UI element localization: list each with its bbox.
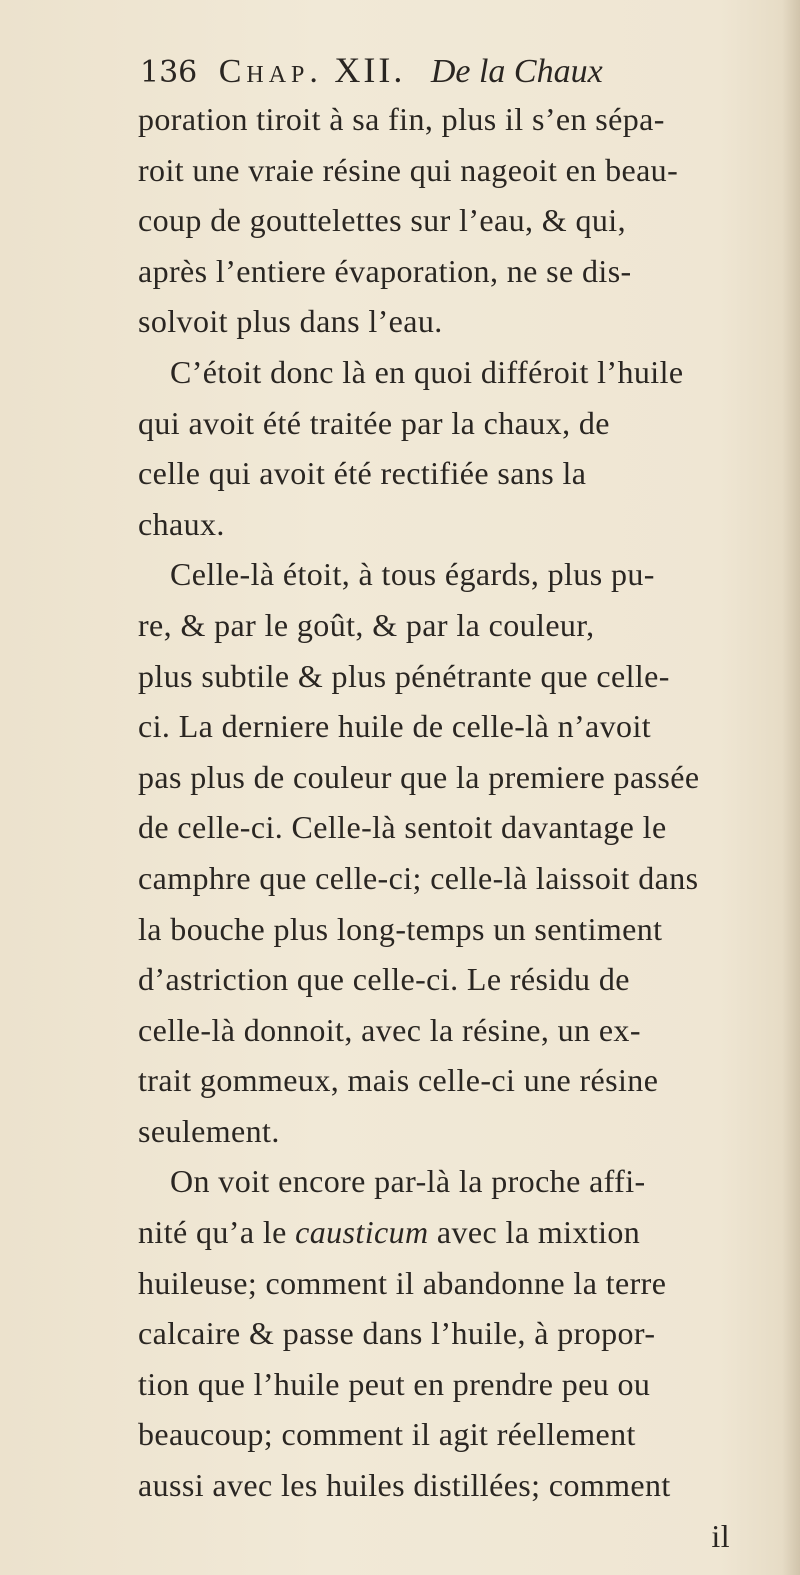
text-line: huileuse; comment il abandonne la terre: [138, 1264, 667, 1301]
text-line: roit une vraie résine qui nageoit en beau-: [138, 151, 679, 188]
paragraph-start-line: On voit encore par-là la proche affi-: [170, 1163, 646, 1200]
text-line: la bouche plus long-temps un sentiment: [138, 910, 663, 947]
text-line: après l’entiere évaporation, ne se dis-: [138, 252, 632, 289]
section-title: De la Chaux: [430, 53, 603, 90]
text-line: beaucoup; comment il agit réellement: [138, 1416, 636, 1453]
text-line: trait gommeux, mais celle-ci une résine: [138, 1062, 659, 1099]
text-line: re, & par le goût, & par la couleur,: [138, 606, 595, 643]
paragraph-start-line: C’étoit donc là en quoi différoit l’huile: [170, 353, 684, 390]
chapter-number: XII.: [334, 50, 406, 90]
text-line: plus subtile & plus pénétrante que celle-: [138, 657, 670, 694]
italic-term: causticum: [295, 1214, 429, 1251]
text-segment: nité qu’a le: [138, 1214, 287, 1251]
text-line-with-italic: [138, 1207, 758, 1258]
text-line: seulement.: [138, 1112, 280, 1149]
text-line: celle qui avoit été rectifiée sans la: [138, 455, 587, 492]
catchword: il: [711, 1517, 730, 1554]
body-text: [138, 94, 758, 1561]
text-line: tion que l’huile peut en prendre peu ou: [138, 1365, 651, 1402]
text-line: qui avoit été traitée par la chaux, de: [138, 404, 610, 441]
page-edge-shadow: [782, 0, 800, 1575]
text-line: celle-là donnoit, avec la résine, un ex-: [138, 1011, 641, 1048]
text-line: poration tiroit à sa fin, plus il s’en sépa-: [138, 101, 665, 137]
paragraph-start-line: Celle-là étoit, à tous égards, plus pu-: [170, 556, 655, 593]
text-line: aussi avec les huiles distillées; comment: [138, 1467, 671, 1504]
text-line: chaux.: [138, 505, 225, 542]
chapter-label: Chap.: [218, 53, 323, 90]
text-line: pas plus de couleur que la premiere passée: [138, 758, 700, 795]
text-line: camphre que celle-ci; celle-là laissoit dans: [138, 859, 699, 896]
running-head: [140, 46, 740, 94]
text-segment: avec la mixtion: [436, 1214, 641, 1251]
text-line: coup de gouttelettes sur l’eau, & qui,: [138, 202, 626, 239]
text-line: ci. La derniere huile de celle-là n’avoit: [138, 708, 652, 745]
text-line: d’astriction que celle-ci. Le résidu de: [138, 961, 630, 998]
text-line: de celle-ci. Celle-là sentoit davantage le: [138, 809, 667, 846]
text-line: solvoit plus dans l’eau.: [138, 303, 443, 340]
page-number: 136: [140, 55, 198, 90]
text-line: calcaire & passe dans l’huile, à propor-: [138, 1315, 656, 1352]
